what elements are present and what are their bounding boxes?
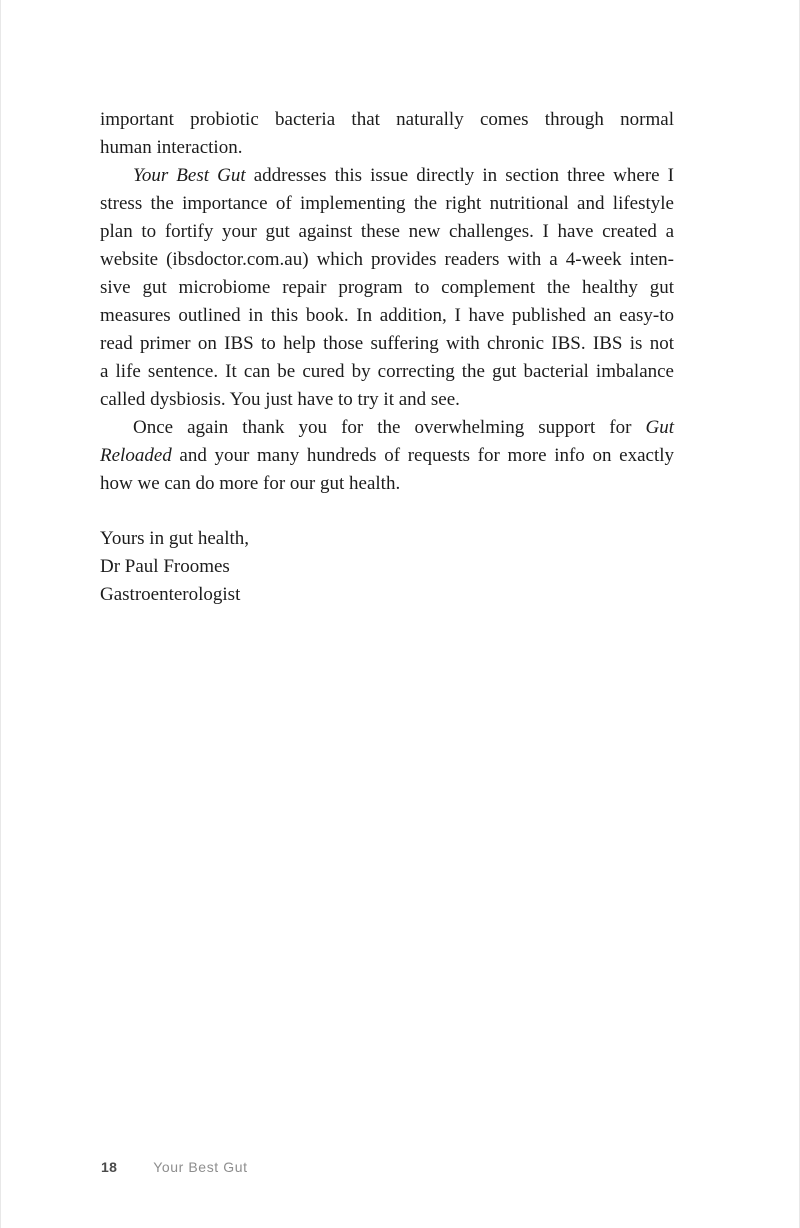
signature-block xyxy=(100,525,674,609)
book-title-italic: Reloaded xyxy=(100,445,172,466)
signature-closing: Yours in gut health, xyxy=(100,528,250,549)
text-line: how we can do more for our gut health. xyxy=(100,473,401,494)
running-title: Your Best Gut xyxy=(153,1159,248,1175)
text-line: called dysbiosis. You just have to try it and see. xyxy=(100,389,460,410)
body-text xyxy=(100,106,674,609)
text-line: read primer on IBS to help those suffering with chronic IBS. IBS is not xyxy=(100,333,674,354)
page-footer xyxy=(101,1158,248,1176)
text-segment: and your many hundreds of requests for more info on exactly xyxy=(171,445,674,466)
text-line: website (ibsdoctor.com.au) which provides readers with a 4-week inten- xyxy=(100,249,674,270)
text-line: plan to fortify your gut against these new challenges. I have created a xyxy=(100,221,674,242)
paragraph-3 xyxy=(100,414,674,498)
text-line: a life sentence. It can be cured by correcting the gut bacterial imbalance xyxy=(100,361,674,382)
text-segment: Once again thank you for the overwhelming support for xyxy=(133,417,646,438)
text-line xyxy=(100,442,674,470)
text-line: stress the importance of implementing the right nutritional and lifestyle xyxy=(100,193,674,214)
page-number: 18 xyxy=(101,1159,118,1175)
signature-name: Dr Paul Froomes xyxy=(100,556,230,577)
paragraph-2 xyxy=(100,162,674,414)
signature-role: Gastroenterologist xyxy=(100,584,241,605)
text-segment: addresses this issue directly in section three where I xyxy=(245,165,674,186)
text-line: important probiotic bacteria that naturally comes through normal xyxy=(100,109,674,130)
book-title-italic: Your Best Gut xyxy=(133,165,246,186)
text-line: sive gut microbiome repair program to complement the healthy gut xyxy=(100,277,674,298)
text-line: human interaction. xyxy=(100,137,243,158)
book-title-italic: Gut xyxy=(645,417,674,438)
text-line xyxy=(100,162,674,190)
text-line xyxy=(100,414,674,442)
paragraph-1 xyxy=(100,106,674,162)
text-line: measures outlined in this book. In addition, I have published an easy-to xyxy=(100,305,674,326)
